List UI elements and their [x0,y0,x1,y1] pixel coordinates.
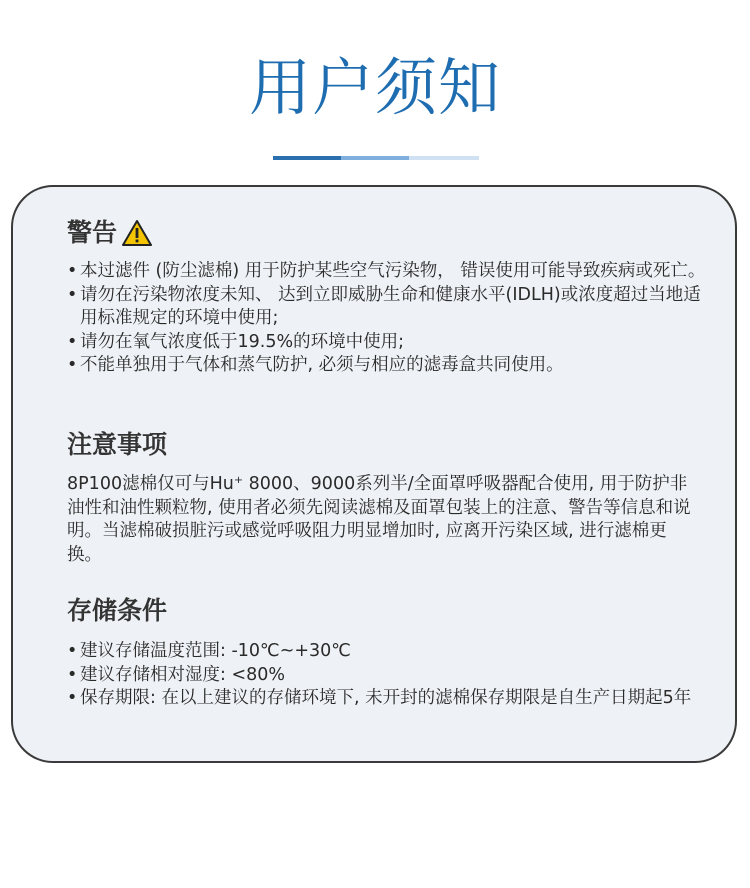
notes-paragraph: 8P100滤棉仅可与Hu⁺ 8000、9000系列半/全面罩呼吸器配合使用, 用于防护非油性和油性颗粒物, 使用者必须先阅读滤棉及面罩包装上的注意、警告等信息和说明。当滤棉破损脏污或感觉呼吸阻力明显增加时, 应离开污染区域, 进行滤棉更换。 [67,474,691,565]
divider-segment-light [409,156,479,160]
list-item: • 建议存储温度范围: -10℃~+30℃ [67,641,351,661]
list-item: • 请勿在污染物浓度未知、 达到立即威胁生命和健康水平(IDLH)或浓度超过当地适用标准规定的环境中使用; [67,284,701,329]
title-divider [273,156,479,160]
list-item: • 请勿在氧气浓度低于19.5%的环境中使用; [67,331,404,352]
list-item: • 本过滤件 (防尘滤棉) 用于防护某些空气污染物， 错误使用可能导致疾病或死亡。 [67,261,706,281]
storage-title: 存储条件 [67,596,168,625]
notes-title: 注意事项 [67,430,168,459]
divider-segment-mid [341,156,409,160]
divider-segment-dark [273,156,341,160]
warning-title: 警告 [67,218,118,247]
notes-heading [67,429,167,461]
list-item: • 不能单独用于气体和蒸气防护, 必须与相应的滤毒盒共同使用。 [67,355,564,376]
warning-triangle-icon [121,219,153,247]
notice-card [11,185,737,763]
storage-list [67,640,707,711]
list-item: • 建议存储相对湿度: <80% [67,664,286,685]
warning-heading [67,217,153,249]
warning-list [67,260,707,378]
list-item: • 保存期限: 在以上建议的存储环境下, 未开封的滤棉保存期限是自生产日期起5年 [67,688,692,709]
page-title: 用户须知 [248,51,501,124]
storage-heading [67,595,167,627]
